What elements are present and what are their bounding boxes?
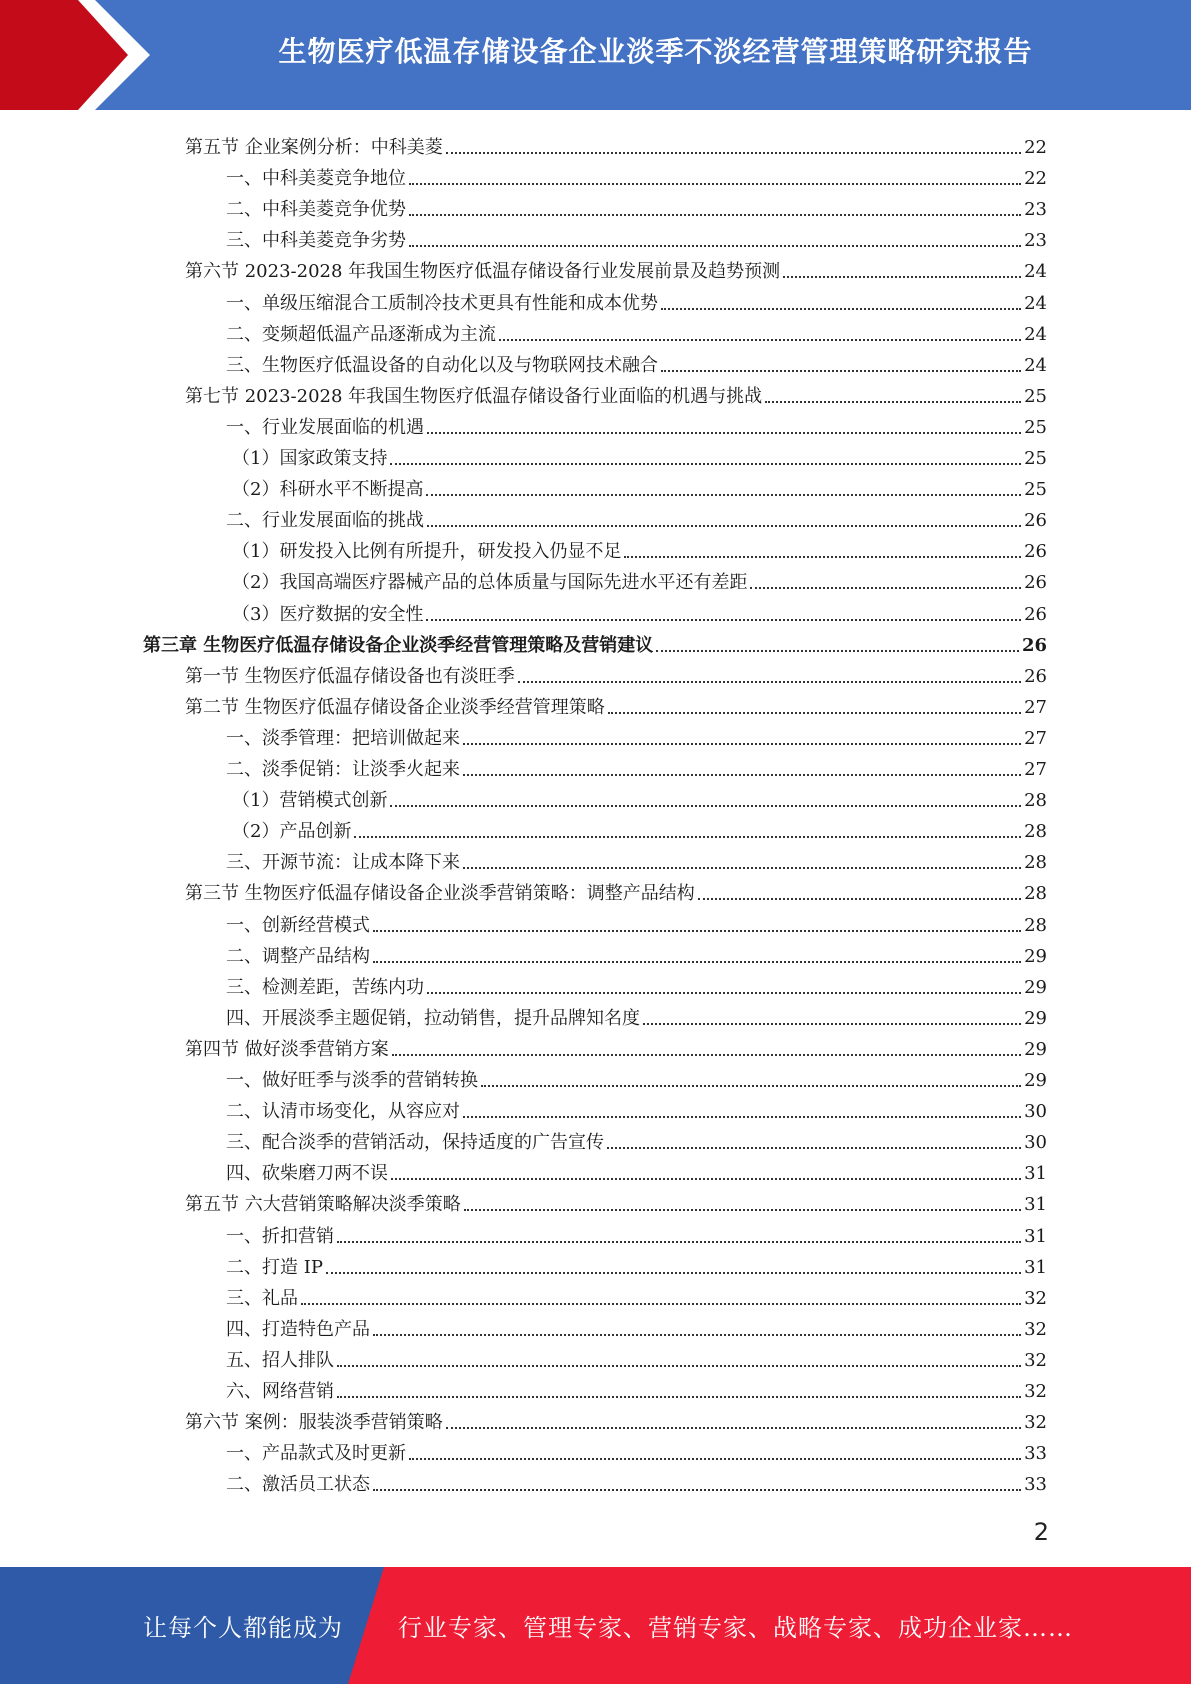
toc-dot-leader xyxy=(391,1178,1021,1180)
toc-dot-leader xyxy=(373,1489,1021,1491)
toc-section-entry[interactable] xyxy=(0,874,1047,905)
toc-dot-leader xyxy=(518,681,1021,683)
toc-dot-leader xyxy=(373,961,1021,963)
toc-entry-title: 第四节 做好淡季营销方案 xyxy=(185,1038,389,1060)
toc-entry-page: 27 xyxy=(1024,696,1047,718)
toc-dot-leader xyxy=(409,245,1021,247)
toc-subsection-entry[interactable] xyxy=(0,501,1047,532)
toc-dot-leader xyxy=(783,276,1021,278)
toc-section-entry[interactable] xyxy=(0,377,1047,408)
toc-entry-page: 28 xyxy=(1024,883,1047,905)
toc-entry-title: 三、开源节流：让成本降下来 xyxy=(226,852,460,874)
toc-subsection-entry[interactable] xyxy=(0,532,1047,563)
toc-entry-title: 第三章 生物医疗低温存储设备企业淡季经营管理策略及营销建议 xyxy=(143,634,654,656)
toc-entry-title: （3）医疗数据的安全性 xyxy=(232,603,424,625)
toc-entry-title: 二、行业发展面临的挑战 xyxy=(226,510,424,532)
toc-entry-page: 30 xyxy=(1024,1132,1047,1154)
toc-entry-page: 26 xyxy=(1024,665,1047,687)
toc-subsection-entry[interactable] xyxy=(0,159,1047,190)
toc-entry-title: 二、调整产品结构 xyxy=(226,945,370,967)
toc-entry-page: 22 xyxy=(1024,168,1047,190)
footer-slogan-left: 让每个人都能成为 xyxy=(143,1614,343,1642)
toc-subsection-entry[interactable] xyxy=(0,1123,1047,1154)
toc-subsection-entry[interactable] xyxy=(0,439,1047,470)
toc-dot-leader xyxy=(463,867,1021,869)
toc-entry-page: 33 xyxy=(1024,1474,1047,1496)
toc-subsection-entry[interactable] xyxy=(0,1217,1047,1248)
page-number: 2 xyxy=(1033,1518,1049,1546)
toc-entry-page: 31 xyxy=(1024,1163,1047,1185)
toc-section-entry[interactable] xyxy=(0,1030,1047,1061)
toc-dot-leader xyxy=(409,183,1021,185)
toc-subsection-entry[interactable] xyxy=(0,315,1047,346)
toc-entry-title: 一、折扣营销 xyxy=(226,1225,334,1247)
toc-entry-page: 31 xyxy=(1024,1225,1047,1247)
toc-entry-page: 29 xyxy=(1024,976,1047,998)
toc-subsection-entry[interactable] xyxy=(0,1092,1047,1123)
toc-subsection-entry[interactable] xyxy=(0,750,1047,781)
toc-entry-title: 二、中科美菱竞争优势 xyxy=(226,199,406,221)
toc-entry-title: 二、淡季促销：让淡季火起来 xyxy=(226,759,460,780)
toc-dot-leader xyxy=(481,1085,1021,1087)
toc-subsection-entry[interactable] xyxy=(0,563,1047,594)
document-title: 生物医疗低温存储设备企业淡季不淡经营管理策略研究报告 xyxy=(278,35,1033,68)
toc-entry-page: 32 xyxy=(1024,1349,1047,1371)
toc-entry-title: 第七节 2023-2028 年我国生物医疗低温存储设备行业面临的机遇与挑战 xyxy=(185,385,763,407)
toc-dot-leader xyxy=(427,992,1021,994)
toc-entry-page: 33 xyxy=(1024,1443,1047,1465)
toc-subsection-entry[interactable] xyxy=(0,719,1047,750)
toc-chapter-entry[interactable] xyxy=(0,626,1047,657)
toc-dot-leader xyxy=(765,401,1021,403)
toc-entry-page: 25 xyxy=(1024,385,1047,407)
toc-entry-page: 32 xyxy=(1024,1287,1047,1309)
toc-entry-title: 一、做好旺季与淡季的营销转换 xyxy=(226,1070,478,1091)
toc-entry-page: 27 xyxy=(1024,727,1047,749)
toc-entry-title: （2）我国高端医疗器械产品的总体质量与国际先进水平还有差距 xyxy=(232,572,748,594)
toc-entry-title: 二、变频超低温产品逐渐成为主流 xyxy=(226,323,496,345)
toc-dot-leader xyxy=(661,308,1021,310)
toc-dot-leader xyxy=(392,1054,1021,1056)
toc-entry-page: 29 xyxy=(1024,945,1047,967)
toc-entry-title: 一、淡季管理：把培训做起来 xyxy=(226,727,460,749)
toc-dot-leader xyxy=(643,1023,1021,1025)
toc-subsection-entry[interactable] xyxy=(0,346,1047,377)
toc-entry-title: 三、礼品 xyxy=(226,1287,298,1309)
toc-entry-page: 25 xyxy=(1024,479,1047,501)
toc-dot-leader xyxy=(354,836,1021,838)
toc-subsection-entry[interactable] xyxy=(0,1372,1047,1403)
toc-entry-page: 32 xyxy=(1024,1381,1047,1402)
toc-subsection-entry[interactable] xyxy=(0,937,1047,968)
toc-subsection-entry[interactable] xyxy=(0,1279,1047,1310)
toc-section-entry[interactable] xyxy=(0,252,1047,283)
toc-dot-leader xyxy=(698,898,1021,900)
toc-dot-leader xyxy=(409,214,1021,216)
toc-subsection-entry[interactable] xyxy=(0,408,1047,439)
toc-dot-leader xyxy=(499,339,1021,341)
toc-entry-page: 30 xyxy=(1024,1101,1047,1123)
toc-entry-title: （1）研发投入比例有所提升，研发投入仍显不足 xyxy=(232,541,622,563)
page-header xyxy=(0,0,1191,110)
toc-subsection-entry[interactable] xyxy=(0,968,1047,999)
toc-dot-leader xyxy=(464,1209,1021,1211)
toc-entry-title: 第六节 案例：服装淡季营销策略 xyxy=(185,1412,443,1434)
toc-dot-leader xyxy=(426,494,1021,496)
toc-subsection-entry[interactable] xyxy=(0,190,1047,221)
toc-section-entry[interactable] xyxy=(0,1185,1047,1216)
toc-subsection-entry[interactable] xyxy=(0,1465,1047,1496)
toc-entry-title: 二、激活员工状态 xyxy=(226,1474,370,1496)
toc-dot-leader xyxy=(337,1365,1021,1367)
toc-entry-page: 31 xyxy=(1024,1256,1047,1278)
toc-dot-leader xyxy=(661,370,1021,372)
toc-dot-leader xyxy=(463,743,1021,745)
toc-entry-title: 六、网络营销 xyxy=(226,1381,334,1402)
toc-entry-title: 二、打造 IP xyxy=(226,1256,323,1278)
toc-entry-page: 32 xyxy=(1024,1318,1047,1340)
toc-dot-leader xyxy=(326,1272,1021,1274)
toc-entry-title: 四、打造特色产品 xyxy=(226,1318,370,1340)
toc-entry-title: 第一节 生物医疗低温存储设备也有淡旺季 xyxy=(185,665,515,687)
toc-entry-page: 23 xyxy=(1024,199,1047,221)
toc-entry-page: 24 xyxy=(1024,292,1047,314)
toc-entry-page: 24 xyxy=(1024,323,1047,345)
toc-subsection-entry[interactable] xyxy=(0,843,1047,874)
toc-dot-leader xyxy=(390,805,1021,807)
toc-subsection-entry[interactable] xyxy=(0,781,1047,812)
toc-dot-leader xyxy=(337,1396,1021,1398)
toc-dot-leader xyxy=(446,152,1021,154)
toc-dot-leader xyxy=(409,1458,1021,1460)
toc-entry-title: 一、产品款式及时更新 xyxy=(226,1443,406,1465)
toc-entry-page: 25 xyxy=(1024,416,1047,438)
toc-entry-page: 29 xyxy=(1024,1007,1047,1029)
toc-entry-page: 26 xyxy=(1024,541,1047,563)
toc-entry-title: 第六节 2023-2028 年我国生物医疗低温存储设备行业发展前景及趋势预测 xyxy=(185,261,781,283)
toc-entry-page: 32 xyxy=(1024,1412,1047,1434)
toc-dot-leader xyxy=(463,774,1021,776)
toc-subsection-entry[interactable] xyxy=(0,1434,1047,1465)
toc-entry-title: （2）产品创新 xyxy=(232,821,352,843)
header-arrow-decoration xyxy=(0,0,160,110)
toc-dot-leader xyxy=(373,930,1021,932)
toc-entry-title: 一、创新经营模式 xyxy=(226,914,370,936)
toc-dot-leader xyxy=(750,587,1021,589)
toc-entry-title: （1）国家政策支持 xyxy=(232,448,388,469)
toc-dot-leader xyxy=(337,1241,1021,1243)
toc-entry-page: 28 xyxy=(1024,821,1047,843)
toc-entry-page: 28 xyxy=(1024,852,1047,874)
toc-entry-page: 25 xyxy=(1024,448,1047,469)
toc-subsection-entry[interactable] xyxy=(0,999,1047,1030)
toc-entry-title: 三、生物医疗低温设备的自动化以及与物联网技术融合 xyxy=(226,354,658,376)
toc-dot-leader xyxy=(426,619,1021,621)
toc-dot-leader xyxy=(390,463,1021,465)
toc-entry-page: 26 xyxy=(1024,603,1047,625)
toc-entry-page: 28 xyxy=(1024,914,1047,936)
toc-entry-title: 四、砍柴磨刀两不误 xyxy=(226,1163,388,1185)
toc-entry-page: 24 xyxy=(1024,261,1047,283)
toc-entry-page: 26 xyxy=(1021,634,1047,656)
toc-dot-leader xyxy=(427,432,1021,434)
toc-subsection-entry[interactable] xyxy=(0,1341,1047,1372)
toc-entry-title: 第五节 六大营销策略解决淡季策略 xyxy=(185,1194,461,1216)
toc-entry-title: 二、认清市场变化，从容应对 xyxy=(226,1101,460,1123)
toc-dot-leader xyxy=(656,650,1019,652)
toc-subsection-entry[interactable] xyxy=(0,470,1047,501)
toc-entry-page: 22 xyxy=(1024,137,1047,158)
toc-entry-title: 三、配合淡季的营销活动，保持适度的广告宣传 xyxy=(226,1132,604,1154)
toc-subsection-entry[interactable] xyxy=(0,812,1047,843)
toc-entry-title: （2）科研水平不断提高 xyxy=(232,479,424,501)
toc-entry-page: 24 xyxy=(1024,354,1047,376)
toc-section-entry[interactable] xyxy=(0,657,1047,688)
toc-dot-leader xyxy=(427,525,1021,527)
toc-subsection-entry[interactable] xyxy=(0,1248,1047,1279)
toc-subsection-entry[interactable] xyxy=(0,284,1047,315)
toc-section-entry[interactable] xyxy=(0,128,1047,159)
toc-entry-page: 27 xyxy=(1024,759,1047,780)
toc-entry-page: 23 xyxy=(1024,230,1047,252)
toc-dot-leader xyxy=(373,1334,1021,1336)
footer-slogan-right: 行业专家、管理专家、营销专家、战略专家、成功企业家…… xyxy=(398,1614,1073,1642)
toc-entry-title: 第五节 企业案例分析：中科美菱 xyxy=(185,137,443,158)
toc-dot-leader xyxy=(607,1147,1021,1149)
toc-subsection-entry[interactable] xyxy=(0,1154,1047,1185)
toc-entry-title: （1）营销模式创新 xyxy=(232,790,388,812)
toc-dot-leader xyxy=(301,1303,1021,1305)
toc-section-entry[interactable] xyxy=(0,1403,1047,1434)
toc-dot-leader xyxy=(624,556,1021,558)
toc-subsection-entry[interactable] xyxy=(0,221,1047,252)
toc-entry-title: 三、检测差距，苦练内功 xyxy=(226,976,424,998)
toc-dot-leader xyxy=(463,1116,1021,1118)
toc-section-entry[interactable] xyxy=(0,688,1047,719)
toc-subsection-entry[interactable] xyxy=(0,906,1047,937)
toc-entry-page: 29 xyxy=(1024,1038,1047,1060)
toc-entry-page: 26 xyxy=(1024,572,1047,594)
toc-entry-title: 一、中科美菱竞争地位 xyxy=(226,168,406,190)
toc-entry-page: 29 xyxy=(1024,1070,1047,1091)
page-footer xyxy=(0,1567,1191,1684)
toc-dot-leader xyxy=(608,712,1021,714)
toc-entry-page: 26 xyxy=(1024,510,1047,532)
toc-entry-title: 四、开展淡季主题促销，拉动销售，提升品牌知名度 xyxy=(226,1007,640,1029)
toc-entry-page: 28 xyxy=(1024,790,1047,812)
toc-entry-title: 一、单级压缩混合工质制冷技术更具有性能和成本优势 xyxy=(226,292,658,314)
toc-subsection-entry[interactable] xyxy=(0,595,1047,626)
toc-entry-title: 第三节 生物医疗低温存储设备企业淡季营销策略：调整产品结构 xyxy=(185,883,695,905)
toc-dot-leader xyxy=(446,1427,1021,1429)
toc-entry-title: 一、行业发展面临的机遇 xyxy=(226,416,424,438)
toc-subsection-entry[interactable] xyxy=(0,1061,1047,1092)
toc-entry-title: 第二节 生物医疗低温存储设备企业淡季经营管理策略 xyxy=(185,696,605,718)
toc-entry-page: 31 xyxy=(1024,1194,1047,1216)
toc-entry-title: 五、招人排队 xyxy=(226,1349,334,1371)
toc-entry-title: 三、中科美菱竞争劣势 xyxy=(226,230,406,252)
toc-subsection-entry[interactable] xyxy=(0,1310,1047,1341)
